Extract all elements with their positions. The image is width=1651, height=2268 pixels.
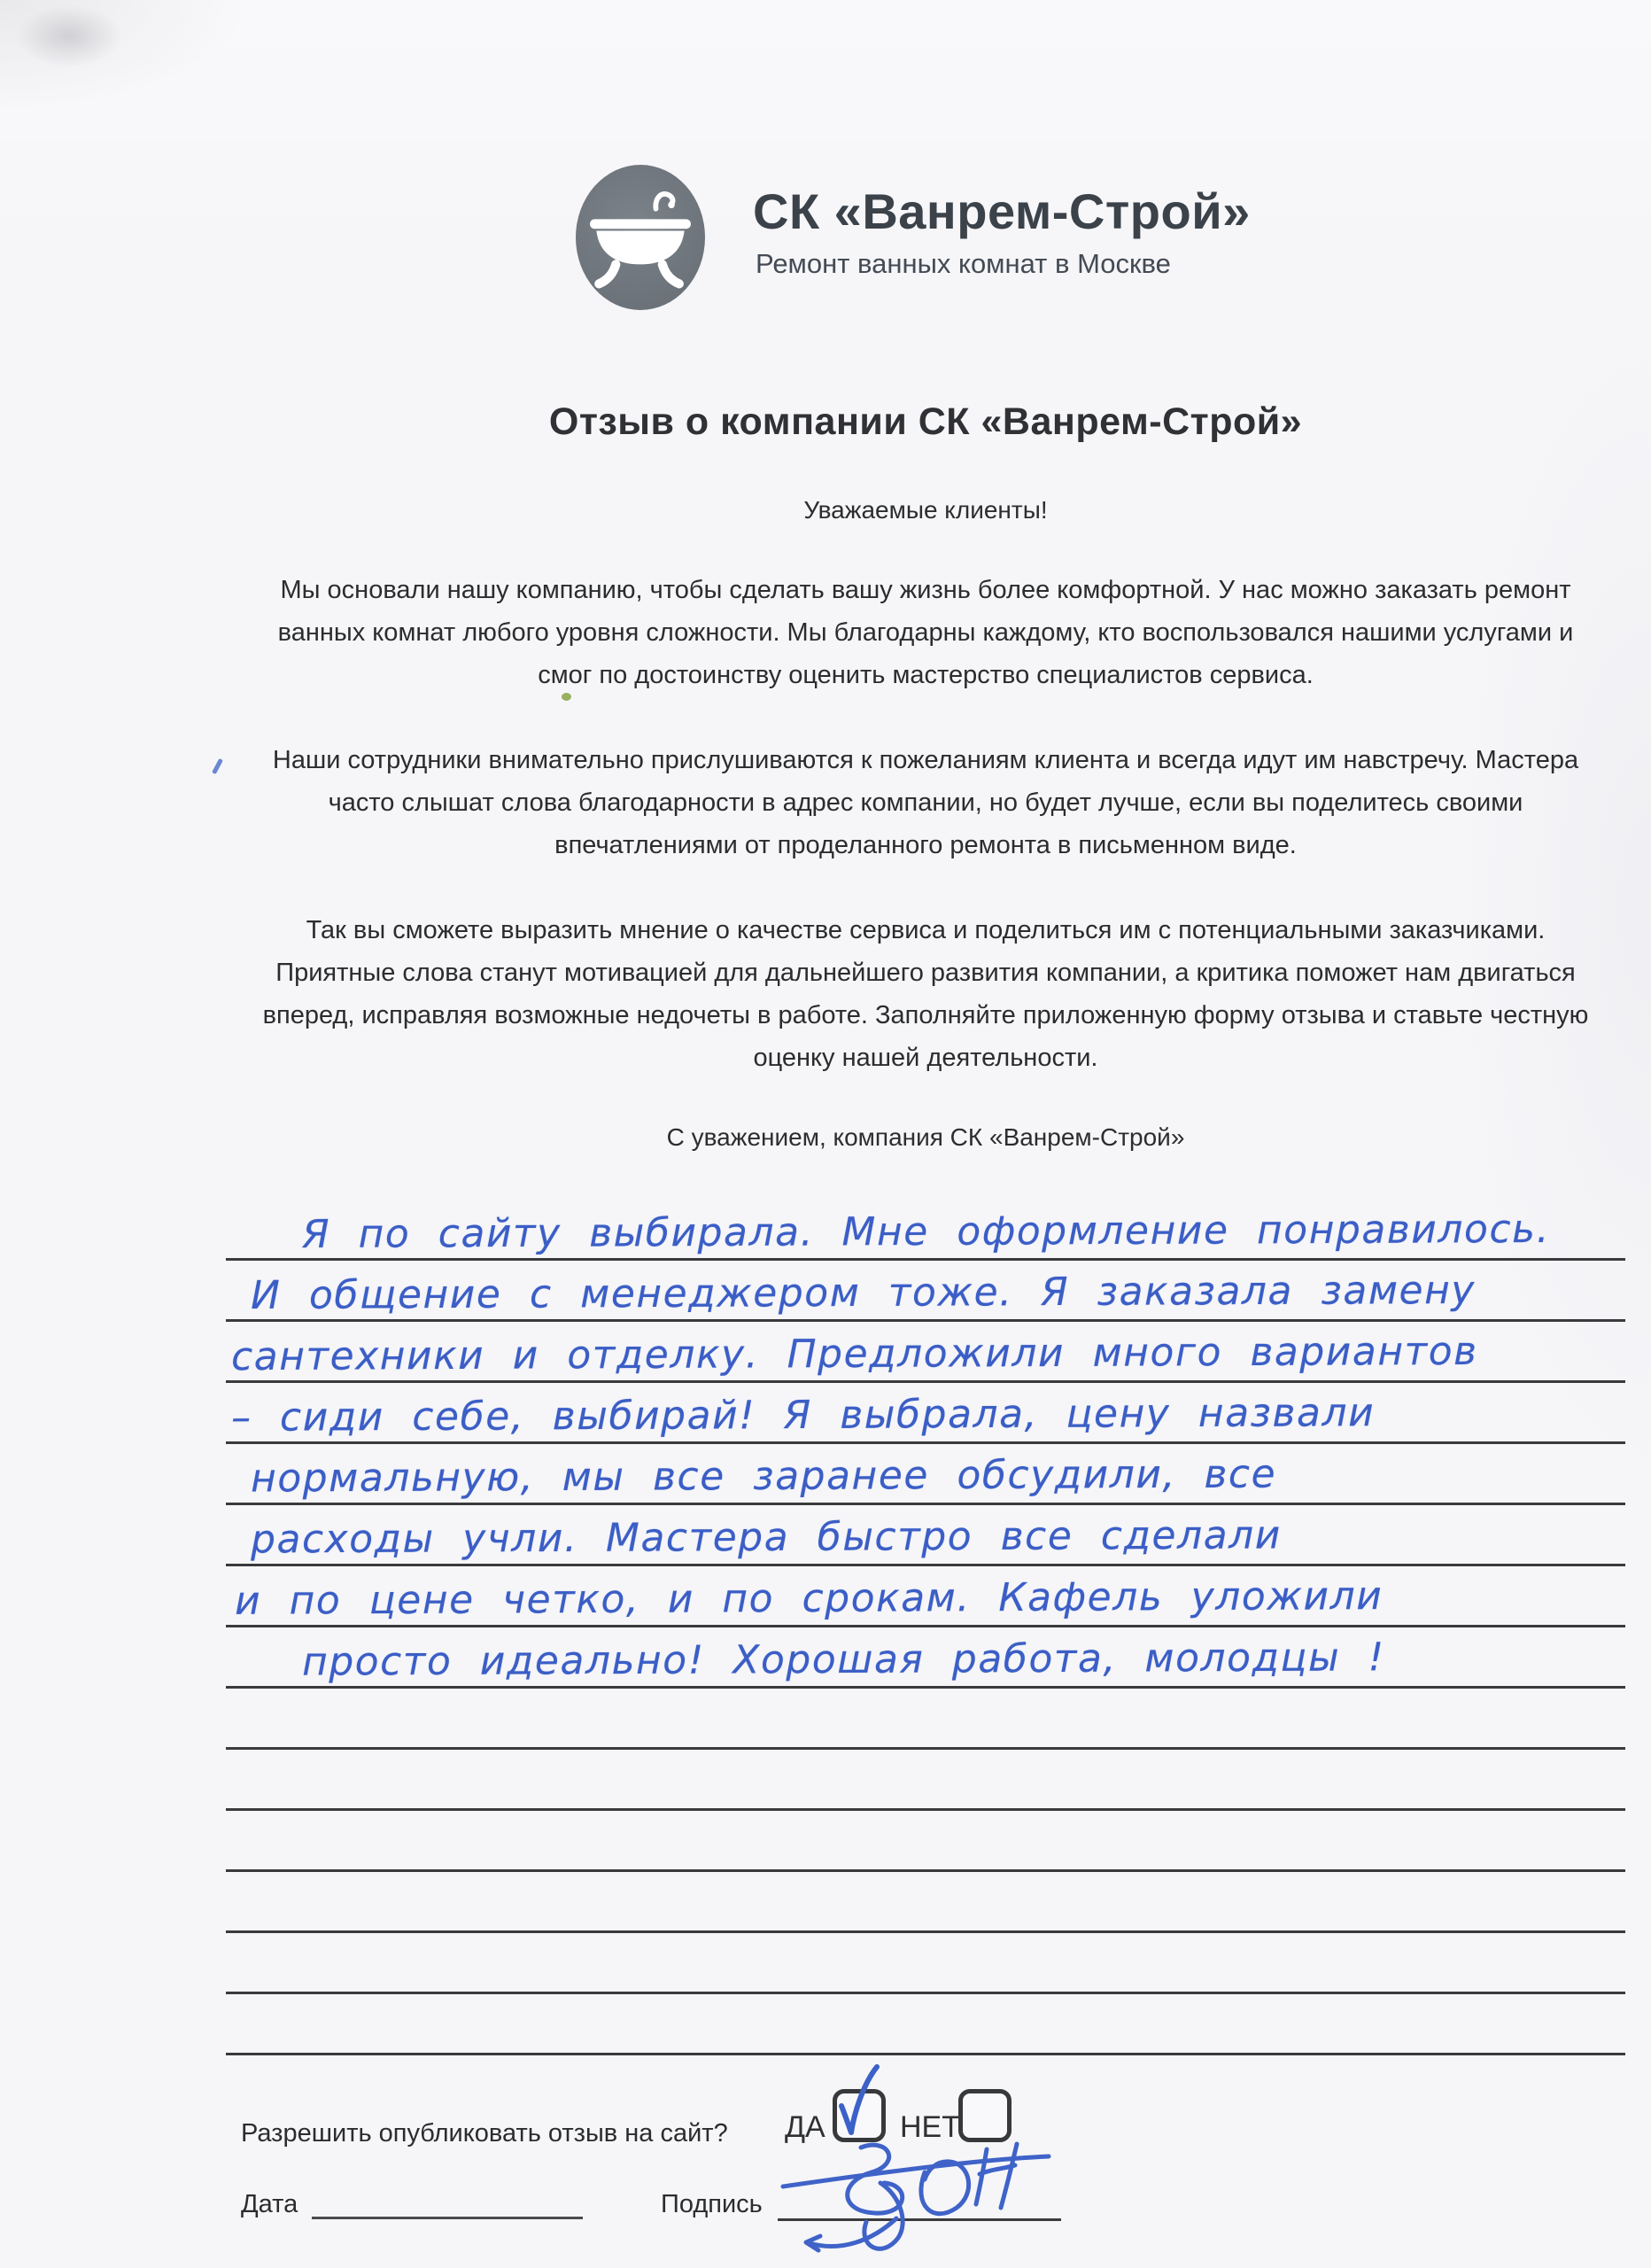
blank-writing-line bbox=[226, 1869, 1625, 1872]
blank-writing-line bbox=[226, 1808, 1625, 1811]
greeting-line: Уважаемые клиенты! bbox=[803, 496, 1048, 524]
no-label: НЕТ bbox=[900, 2110, 960, 2144]
review-line bbox=[226, 1261, 1625, 1322]
company-tagline: Ремонт ванных комнат в Москве bbox=[756, 248, 1171, 279]
review-line bbox=[226, 1200, 1625, 1261]
review-line bbox=[226, 1322, 1625, 1383]
bathtub-icon bbox=[576, 165, 705, 294]
scan-smudge bbox=[16, 5, 122, 67]
review-line bbox=[226, 1444, 1625, 1505]
review-line bbox=[226, 1566, 1625, 1627]
handwritten-text: расходы учли. Мастера быстро все сделали bbox=[250, 1512, 1282, 1563]
letter-paragraph: Так вы сможете выразить мнение о качестве сервиса и поделиться им с потенциальными заказчиками. Приятные слова станут мотивацией для дальнейшего развития компании, а критика поможет нам двигаться вперед, исправляя возможные недочеты в работе. Заполняйте приложенную форму отзыва и ставьте честную оценку нашей деятельности. bbox=[262, 916, 1589, 1072]
handwritten-text: просто идеально! Хорошая работа, молодцы ! bbox=[301, 1635, 1385, 1685]
handwritten-text: сантехники и отделку. Предложили много вариантов bbox=[230, 1328, 1478, 1380]
letter-paragraph: Наши сотрудники внимательно прислушиваются к пожеланиям клиента и всегда идут им навстречу. Мастера часто слышат слова благодарности в адрес компании, но будет лучше, если вы поделитесь своими впечатлениями от проделанного ремонта в письменном виде. bbox=[272, 746, 1579, 859]
handwritten-text: нормальную, мы все заранее обсудили, все bbox=[250, 1451, 1277, 1502]
publish-consent-question: Разрешить опубликовать отзыв на сайт? bbox=[241, 2119, 728, 2148]
date-label: Дата bbox=[241, 2190, 298, 2218]
scan-speck bbox=[562, 693, 571, 701]
page-title: Отзыв о компании СК «Ванрем-Строй» bbox=[548, 400, 1303, 443]
handwritten-text: И общение с менеджером тоже. Я заказала замену bbox=[250, 1267, 1476, 1319]
company-name: СК «Ванрем-Строй» bbox=[753, 183, 1251, 239]
date-blank-line bbox=[312, 2217, 583, 2219]
review-line bbox=[226, 1627, 1625, 1689]
pen-mark bbox=[212, 758, 223, 774]
blank-writing-line bbox=[226, 2053, 1625, 2055]
blank-writing-line bbox=[226, 1930, 1625, 1933]
yes-label: ДА bbox=[785, 2110, 826, 2144]
letter-paragraph: Мы основали нашу компанию, чтобы сделать вашу жизнь более комфортной. У нас можно заказать ремонт ванных комнат любого уровня сложности. Мы благодарны каждому, кто воспользовался нашими услугами и смог по достоинству оценить мастерство специалистов сервиса. bbox=[277, 576, 1574, 689]
review-line bbox=[226, 1505, 1625, 1566]
blank-writing-line bbox=[226, 1992, 1625, 1994]
signature-label: Подпись bbox=[661, 2190, 763, 2218]
handwritten-signature bbox=[776, 2133, 1077, 2266]
blank-writing-line bbox=[226, 1747, 1625, 1750]
company-header bbox=[576, 163, 1249, 322]
handwritten-text: – сиди себе, выбирай! Я выбрала, цену назвали bbox=[230, 1390, 1376, 1441]
handwritten-text: и по цене четко, и по срокам. Кафель уложили bbox=[234, 1573, 1384, 1624]
company-logo bbox=[576, 165, 705, 310]
handwritten-text: Я по сайту выбирала. Мне оформление понравилось. bbox=[301, 1206, 1551, 1258]
signoff-line: С уважением, компания СК «Ванрем-Строй» bbox=[666, 1123, 1185, 1151]
review-line bbox=[226, 1383, 1625, 1444]
